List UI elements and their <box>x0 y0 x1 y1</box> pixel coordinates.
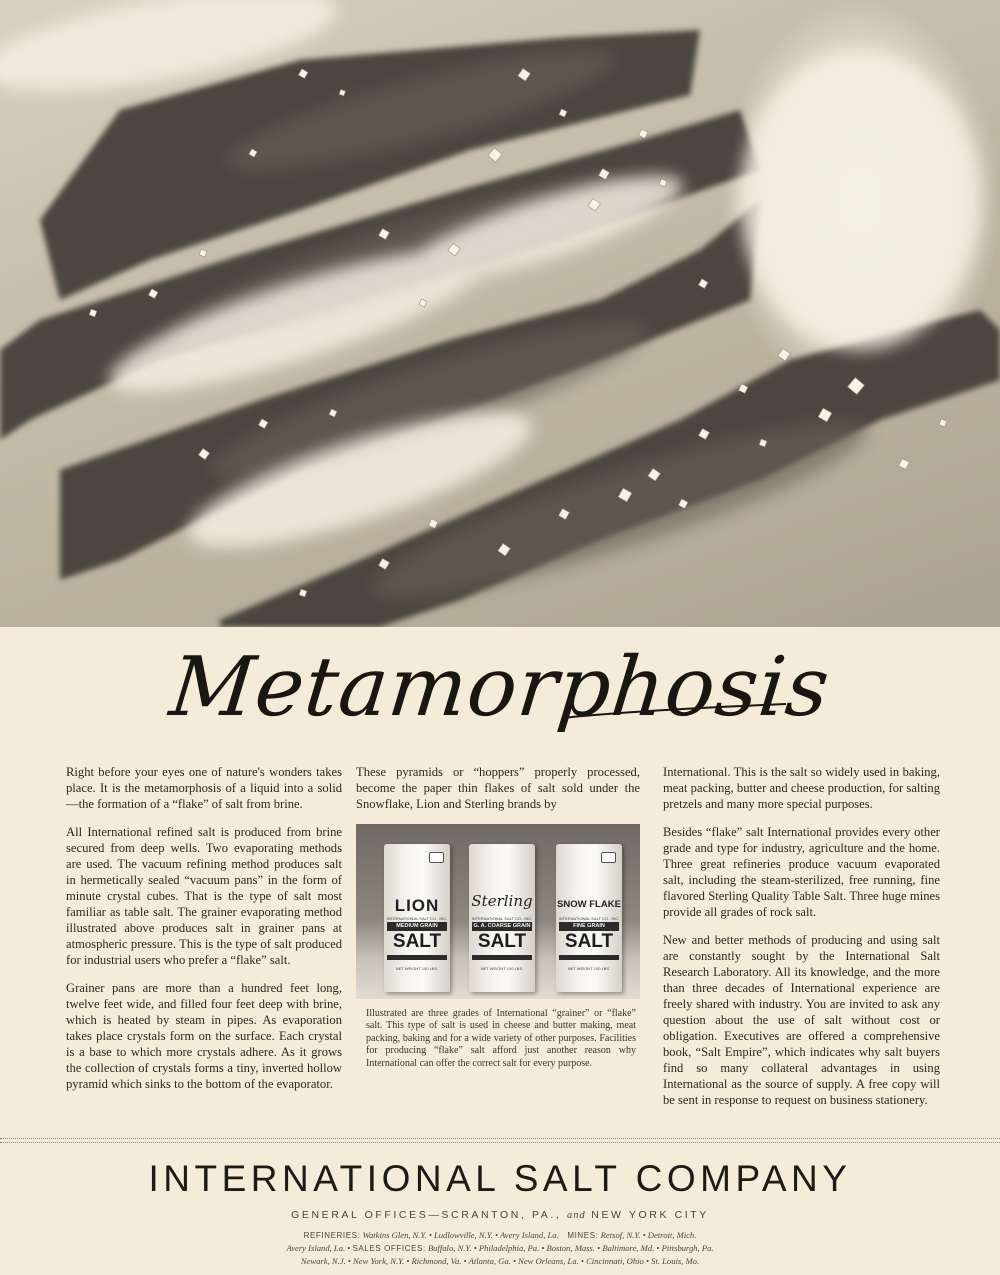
refineries-list: Watkins Glen, N.Y. • Ludlowville, N.Y. • Avery Island, La. <box>362 1230 559 1240</box>
bag-grain: MEDIUM GRAIN <box>387 922 447 931</box>
paragraph: Grainer pans are more than a hundred feet long, twelve feet wide, and filled four feet deep with brine, which is heated by steam in pipes. As evaporation takes place crystals form on the surface. Each crystal is a base to which more crystals adhere. As it grows the collection of crystals forms a tiny, inverted hollow pyramid which sinks to the bottom of the evaporator. <box>66 981 342 1091</box>
headline-underline-flourish <box>560 700 790 730</box>
sales-offices-list: Buffalo, N.Y. • Philadelphia, Pa. • Boston, Mass. • Baltimore, Md. • Pittsburgh, Pa. <box>427 1243 714 1253</box>
sales-offices-line-2 <box>0 1256 1000 1266</box>
paragraph: International. This is the salt so widely used in baking, meat packing, butter and cheese production, for salting pretzels and many more special purposes. <box>663 765 940 811</box>
bag-stripe <box>559 955 619 960</box>
bag-maker: INTERNATIONAL SALT CO., INC. <box>558 916 620 921</box>
bag-grain: FINE GRAIN <box>559 922 619 931</box>
bag-maker: INTERNATIONAL SALT CO., INC. <box>471 916 533 921</box>
sales-offices-line <box>0 1243 1000 1253</box>
photo-caption: Illustrated are three grades of International “grainer” or “flake” salt. This type of salt is used in cheese and butter making, meat packing, baking and for a wide variety of other purposes. Facilities for producing “flake” salt afford just another reason why International can offer the correct salt for every purpose. <box>366 1008 636 1069</box>
brand-tag-icon <box>601 852 616 863</box>
footer-divider <box>0 1142 1000 1143</box>
paragraph: These pyramids or “hoppers” properly processed, become the paper thin flakes of salt sold under the Snowflake, Lion and Sterling brands by <box>356 765 640 811</box>
lion-salt-bag <box>384 844 450 992</box>
general-offices <box>0 1209 1000 1221</box>
grainer-pan-illustration <box>0 0 1000 627</box>
refineries-continued: Avery Island, La. • <box>286 1243 351 1253</box>
brand-tag-icon <box>429 852 444 863</box>
offices-prefix: GENERAL OFFICES—SCRANTON, PA., <box>291 1209 562 1221</box>
body-column-1 <box>66 764 342 1104</box>
bag-maker: INTERNATIONAL SALT CO., INC. <box>386 916 448 921</box>
paragraph: All International refined salt is produced from brine secured from deep wells. Two evaporating methods are used. The vacuum refining method produces salt in hermetically sealed “vacuum pans” in the form of minute crystal cubes. That is the type of salt most familiar as table salt. The grainer evaporating method illustrated above produces salt in grainer pans at atmospheric pressure. This is the type of salt produced for industrial users who prefer a “flake” salt. <box>66 825 342 967</box>
refineries-label: REFINERIES: <box>303 1231 361 1240</box>
paragraph: Right before your eyes one of nature's wonders takes place. It is the metamorphosis of a liquid into a solid—the formation of a “flake” of salt from brine. <box>66 765 342 811</box>
headline: Metamorphosis <box>165 640 835 735</box>
bag-brand: Sterling <box>471 892 533 910</box>
bag-brand: SNOW FLAKE <box>557 899 621 910</box>
bag-weight: NET WEIGHT 100 LBS. <box>480 966 524 971</box>
mines-list: Retsof, N.Y. • Detroit, Mich. <box>600 1230 697 1240</box>
salt-bags-photo <box>356 824 640 999</box>
sales-offices-list-2: Newark, N.J. • New York, N.Y. • Richmond, Va. • Atlanta, Ga. • New Orleans, La. • Cincinnati, Ohio • St. Louis, Mo. <box>300 1256 700 1266</box>
mines-label: MINES: <box>567 1231 599 1240</box>
bag-salt: SALT <box>477 931 527 952</box>
bag-salt: SALT <box>392 931 442 952</box>
bag-grain: G. A. COARSE GRAIN <box>473 923 531 929</box>
bag-stripe <box>387 955 447 960</box>
refineries-line <box>0 1230 1000 1240</box>
sterling-salt-bag <box>469 844 535 992</box>
bag-brand: LION <box>394 896 440 915</box>
sales-offices-label: SALES OFFICES: <box>352 1244 426 1253</box>
grainer-pan-photo <box>0 0 1000 627</box>
body-column-2 <box>356 764 640 812</box>
footer-divider <box>0 1138 1000 1139</box>
paragraph: New and better methods of producing and using salt are constantly sought by the International Salt Research Laboratory. All its knowledge, and the more than three decades of International experience are freely shared with industry. You are invited to ask any question about the use of salt without cost or obligation. Executives are offered a comprehensive book, “Salt Empire”, which indicates why salt buyers find so many collateral advantages in using International as the source of supply. A free copy will be sent in response to request on business stationery. <box>663 933 940 1107</box>
snowflake-salt-bag <box>556 844 622 992</box>
offices-and: and <box>566 1210 586 1221</box>
bag-weight: NET WEIGHT 100 LBS. <box>395 966 439 971</box>
bag-salt: SALT <box>564 931 614 952</box>
company-name: INTERNATIONAL SALT COMPANY <box>148 1158 852 1199</box>
bag-stripe <box>472 955 532 960</box>
bag-weight: NET WEIGHT 100 LBS. <box>567 966 611 971</box>
body-column-3 <box>663 764 940 1120</box>
paragraph: Besides “flake” salt International provides every other grade and type for industry, agriculture and the home. Three great refineries produce vacuum evaporated salt, including the steam-sterilized, free running, fine flavored Sterling Quality Table Salt. Three huge mines provide all grades of rock salt. <box>663 825 940 919</box>
offices-suffix: NEW YORK CITY <box>591 1209 709 1221</box>
